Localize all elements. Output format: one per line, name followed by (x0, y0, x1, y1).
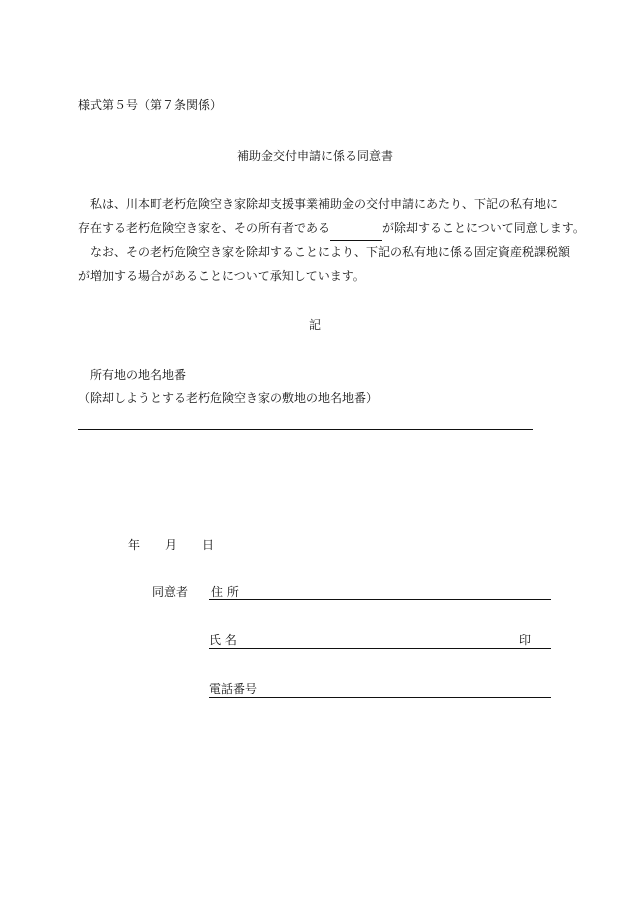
consenter-label: 同意者 (152, 585, 189, 599)
owner-name-blank[interactable] (330, 216, 382, 241)
name-label: 氏 名 (209, 633, 237, 647)
paragraph-1-line-2-after: が除却することについて同意します。 (382, 221, 585, 235)
phone-label: 電話番号 (209, 682, 258, 696)
date-month-label: 月 (165, 538, 178, 552)
address-label: 住 所 (211, 585, 239, 599)
paragraph-1-line-1: 私は、川本町老朽危険空き家除却支援事業補助金の交付申請にあたり、下記の私有地に (90, 197, 559, 211)
date-year-label: 年 (128, 538, 141, 552)
paragraph-1-line-2 (78, 216, 585, 241)
land-label: 所有地の地名地番 (90, 368, 187, 382)
paragraph-2-line-1: なお、その老朽危険空き家を除却することにより、下記の私有地に係る固定資産税課税額 (90, 245, 571, 259)
date-day-label: 日 (202, 538, 215, 552)
land-lot-number-line[interactable] (78, 429, 533, 430)
phone-line[interactable] (209, 697, 551, 698)
document-title: 補助金交付申請に係る同意書 (237, 149, 394, 163)
paragraph-1-line-2-before: 存在する老朽危険空き家を、その所有者である (78, 221, 331, 235)
form-number: 様式第５号（第７条関係） (78, 98, 223, 112)
name-line[interactable] (209, 648, 551, 649)
consent-paragraph-1 (78, 192, 585, 241)
address-line[interactable] (209, 599, 551, 600)
paragraph-2-line-2: が増加する場合があることについて承知しています。 (78, 269, 365, 283)
seal-mark: 印 (519, 633, 532, 647)
ki-heading: 記 (309, 318, 322, 332)
consent-paragraph-2 (78, 240, 578, 288)
land-note: （除却しようとする老朽危険空き家の敷地の地名地番） (78, 391, 379, 405)
